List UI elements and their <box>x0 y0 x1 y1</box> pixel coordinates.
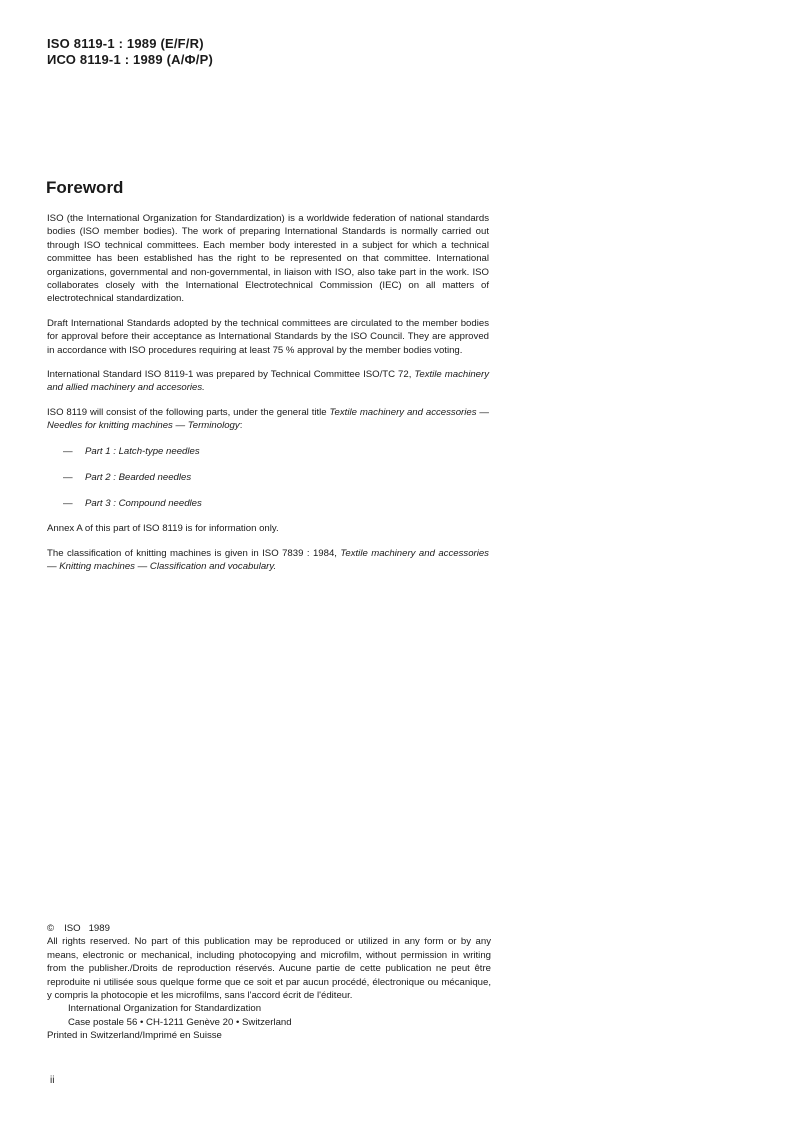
header-russian-reference: ИСО 8119-1 : 1989 (А/Ф/Р) <box>47 52 214 67</box>
parts-intro-colon: : <box>239 420 243 432</box>
paragraph-annex-note: Annex A of this part of ISO 8119 is for information only. <box>47 523 279 535</box>
copyright-org-year: ISO 1989 <box>64 923 110 934</box>
classification-title: Textile machinery and accessories — Knitting machines — Classification and vocabulary. <box>47 547 489 573</box>
list-item <box>47 497 489 510</box>
list-dash: — <box>63 445 73 457</box>
copyright-icon: © <box>47 923 55 934</box>
committee-title: Textile machinery and allied machinery and accesories. <box>47 369 490 394</box>
publisher-address: Case postale 56 • CH-1211 Genève 20 • Switzerland <box>68 1016 292 1028</box>
copyright-notice <box>47 922 491 1043</box>
prepared-by-text: International Standard ISO 8119-1 was prepared by Technical Committee ISO/TC 72, <box>47 369 412 381</box>
rights-statement: All rights reserved. No part of this publication may be reproduced or utilized in any form or by any means, electronic or mechanical, including photocopying and microfilm, without permission in writing from the publisher./Droits de reproduction réservés. Aucune partie de cette publication ne peut être reproduite ni utilisée sous quelque forme que ce soit et par aucun procédé, électronique ou mécanique, y compris la photocopie et les microfilms, sans l'accord écrit de l'éditeur. <box>47 936 491 1002</box>
part-title: Part 2 : Bearded needles <box>85 471 192 483</box>
printed-in: Printed in Switzerland/Imprimé en Suisse <box>47 1030 222 1042</box>
paragraph-classification <box>47 547 489 574</box>
header-iso-reference: ISO 8119-1 : 1989 (E/F/R) <box>47 36 204 51</box>
paragraph-parts-intro <box>47 406 489 433</box>
list-item <box>47 471 489 484</box>
classification-text: The classification of knitting machines is given in ISO 7839 : 1984, <box>47 547 337 559</box>
list-dash: — <box>63 471 73 483</box>
part-title: Part 1 : Latch-type needles <box>85 445 200 457</box>
general-title: Textile machinery and accessories — Needles for knitting machines — Terminology <box>47 406 490 432</box>
list-dash: — <box>63 497 73 509</box>
document-header <box>47 36 213 68</box>
copyright-line <box>47 922 491 935</box>
list-item <box>47 445 489 458</box>
parts-intro-text: ISO 8119 will consist of the following parts, under the general title <box>47 406 327 418</box>
paragraph-draft-standards: Draft International Standards adopted by the technical committees are circulated to the member bodies for approval before their acceptance as International Standards by the ISO Council. They are approved in accordance with ISO procedures requiring at least 75 % approval by the member bodies voting. <box>47 317 489 356</box>
part-title: Part 3 : Compound needles <box>85 497 202 509</box>
page-title: Foreword <box>46 178 124 197</box>
parts-list <box>47 445 489 510</box>
page-number: ii <box>50 1075 55 1086</box>
paragraph-iso-intro: ISO (the International Organization for Standardization) is a worldwide federation of national standards bodies (ISO member bodies). The work of preparing International Standards is normally carried out through ISO technical committees. Each member body interested in a subject for which a technical committee has been established has the right to be represented on that committee. International organizations, governmental and non-governmental, in liaison with ISO, also take part in the work. ISO collaborates closely with the International Electrotechnical Commission (IEC) on all matters of electrotechnical standardization. <box>47 213 489 305</box>
foreword-body <box>47 212 489 585</box>
publisher-name: International Organization for Standardization <box>68 1003 262 1015</box>
paragraph-prepared-by <box>47 368 489 395</box>
